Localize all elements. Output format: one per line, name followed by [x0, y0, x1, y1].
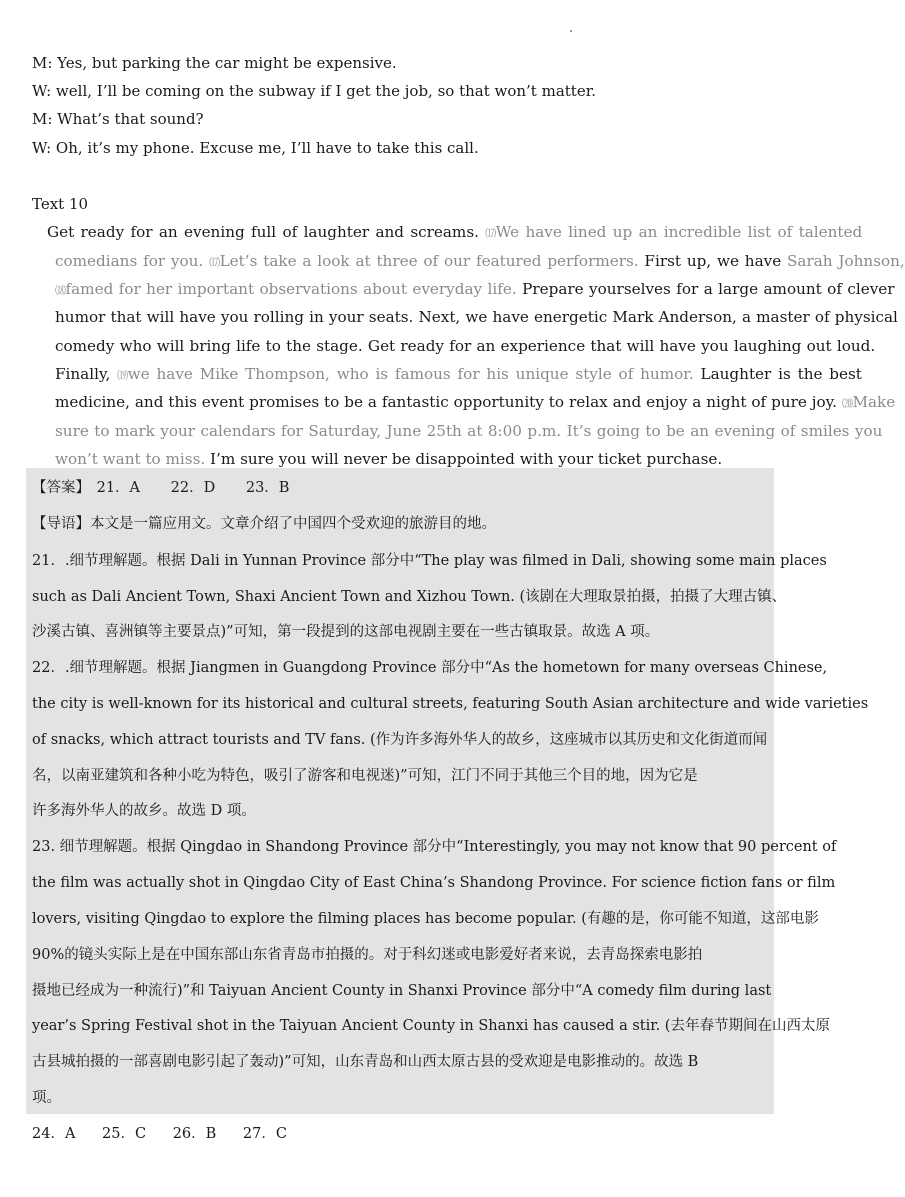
passage-line [55, 279, 895, 301]
passage-text: Finally, [55, 365, 118, 383]
passage-text: Laughter is the best [693, 365, 862, 383]
section-heading: Text 10 [32, 195, 89, 213]
explanation-line: lovers, visiting Qingdao to explore the filming places has become popular. (有趣的是，你可能不知道，这部电影 [32, 911, 819, 927]
passage-text-highlight: Let’s take a look at three of our featured performers. [219, 252, 639, 270]
passage-line: sure to mark your calendars for Saturday, June 25th at 8:00 p.m. It’s going to be an evening of smiles you [55, 422, 883, 440]
dialogue-line: M: Yes, but parking the car might be expensive. [32, 54, 397, 72]
explanation-line: 名，以南亚建筑和各种小吃为特色，吸引了游客和电视迷)”可知，江门不同于其他三个目的地，因为它是 [32, 768, 698, 784]
passage-text-highlight: famed for her important observations about everyday life. [65, 280, 517, 298]
passage-text-highlight: Sarah Johnson, [787, 252, 905, 270]
explanation-line: 古县城拍摄的一部喜剧电影引起了轰动)”可知，山东青岛和山西太原古县的受欢迎是电影推动的。故选 B [32, 1054, 699, 1070]
explanation-line: 21．.细节理解题。根据 Dali in Yunnan Province 部分中“The play was filmed in Dali, showing some main places [32, 553, 827, 569]
passage-line [47, 222, 862, 244]
passage-text: I’m sure you will never be disappointed with your ticket purchase. [205, 450, 723, 468]
explanation-line: such as Dali Ancient Town, Shaxi Ancient Town and Xizhou Town. (该剧在大理取景拍摄，拍摄了大理古镇、 [32, 589, 787, 605]
answer-item: 21．A [96, 480, 141, 496]
passage-text-highlight: comedians for you. [55, 252, 204, 270]
passage-text: Get ready for an evening full of laughter and screams. [47, 223, 479, 241]
answer-item: 26．B [172, 1126, 217, 1142]
question-marker: ⒆ [117, 369, 128, 382]
dialogue-line: W: well, I’ll be coming on the subway if I get the job, so that won’t matter. [32, 82, 596, 100]
question-marker: ⒇ [841, 397, 853, 410]
answer-label: 【答案】 [32, 480, 90, 496]
explanation-line: of snacks, which attract tourists and TV fans. (作为许多海外华人的故乡，这座城市以其历史和文化街道而闻 [32, 732, 768, 748]
explanation-line: 22．.细节理解题。根据 Jiangmen in Guangdong Province 部分中“As the hometown for many overseas Chinese, [32, 660, 828, 676]
dialogue-line: W: Oh, it’s my phone. Excuse me, I’ll have to take this call. [32, 139, 479, 157]
passage-text-highlight: We have lined up an incredible list of talented [495, 223, 863, 241]
answer-item: 23．B [245, 480, 290, 496]
explanation-line: 23. 细节理解题。根据 Qingdao in Shandong Province 部分中“Interestingly, you may not know that 90 percent of [32, 839, 837, 855]
explanation-line: 沙溪古镇、喜洲镇等主要景点)”可知，第一段提到的这部电视剧主要在一些古镇取景。故选 A 项。 [32, 624, 660, 640]
passage-line [55, 251, 905, 273]
passage-text-highlight: won’t want to miss. [55, 450, 206, 468]
passage-text-highlight: Make [852, 393, 896, 411]
answer-item: 22．D [170, 480, 216, 496]
passage-text: First up, we have [638, 252, 788, 270]
explanation-line: 摄地已经成为一种流行)”和 Taiyuan Ancient County in Shanxi Province 部分中“A comedy film during last [32, 983, 772, 999]
passage-line [55, 392, 895, 414]
explanation-line: 许多海外华人的故乡。故选 D 项。 [32, 803, 256, 819]
passage-line [55, 449, 722, 469]
explanation-line: year’s Spring Festival shot in the Taiyuan Ancient County in Shanxi has caused a stir. (去年春节期间在山西太原 [32, 1018, 830, 1034]
question-marker: ⒄ [485, 227, 496, 240]
explanation-line: the film was actually shot in Qingdao City of East China’s Shandong Province. For science fiction fans or film [32, 875, 836, 891]
passage-text: medicine, and this event promises to be a fantastic opportunity to relax and enjoy a night of pure joy. [55, 393, 842, 411]
question-marker: ⒅ [55, 284, 66, 297]
answer-key-row [32, 478, 289, 498]
explanation-line: 90%的镜头实际上是在中国东部山东省青岛市拍摄的。对于科幻迷或电影爱好者来说，去青岛探索电影拍 [32, 947, 703, 963]
passage-line: comedy who will bring life to the stage. Get ready for an experience that will have you laughing out loud. [55, 337, 876, 355]
question-marker: ⒄ [209, 256, 220, 269]
passage-line [55, 364, 862, 386]
answer-item: 27．C [242, 1126, 287, 1142]
passage-text-highlight: we have Mike Thompson, who is famous for his unique style of humor. [127, 365, 694, 383]
passage-text: Prepare yourselves for a large amount of clever [516, 280, 895, 298]
dialogue-line: M: What’s that sound? [32, 110, 204, 128]
answer-key-row [32, 1124, 287, 1144]
scan-speck [570, 30, 572, 32]
explanation-line: the city is well-known for its historical and cultural streets, featuring South Asian architecture and wide varieties [32, 696, 869, 712]
explanation-line: 项。 [32, 1090, 61, 1106]
answer-item: 24．A [32, 1126, 76, 1142]
answer-item: 25．C [102, 1126, 147, 1142]
passage-line: humor that will have you rolling in your seats. Next, we have energetic Mark Anderson, a master of physical [55, 308, 898, 326]
guide-text: 【导语】本文是一篇应用文。文章介绍了中国四个受欢迎的旅游目的地。 [32, 516, 496, 532]
